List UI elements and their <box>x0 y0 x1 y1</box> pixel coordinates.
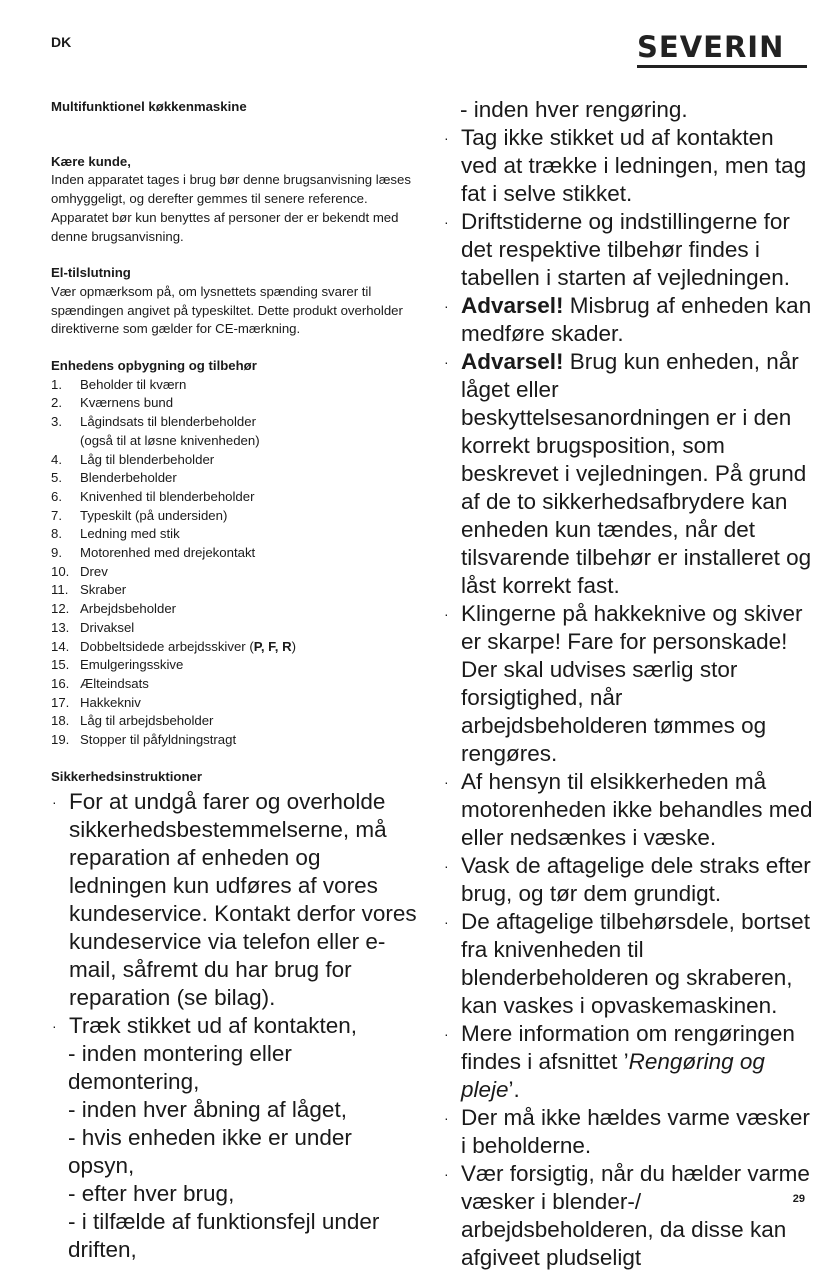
unplug-subitem: - inden montering eller demontering, <box>68 1040 292 1094</box>
safety-bullet-settings: · Driftstiderne og indstillingerne for det respektive tilbehør findes i tabellen i starten af vejledningen. <box>444 209 790 290</box>
list-item: (også til at løsne knivenheden) <box>80 432 260 448</box>
list-item: 18. Låg til arbejdsbeholder <box>51 713 214 729</box>
safety-heading: Sikkerhedsinstruktioner <box>51 768 202 784</box>
safety-bullet-careful: · Vær forsigtig, når du hælder varme væsker i blender-/ arbejdsbeholderen, da disse kan afgiveet pludseligt <box>444 1161 810 1270</box>
list-item: 11. Skraber <box>51 582 127 598</box>
safety-bullet-water: · Af hensyn til elsikkerheden må motorenheden ikke behandles med eller nedsænkes i væske. <box>444 769 813 850</box>
page-number: 29 <box>792 1193 805 1205</box>
list-item: 16. Ælteindsats <box>51 675 149 691</box>
list-item: 8. Ledning med stik <box>51 526 180 542</box>
safety-bullet-warning-lid: · Advarsel! Brug kun enheden, når låget eller beskyttelsesanordningen er i den korrekt brugsposition, som beskrevet i vejledningen. På grund af de to sikkerhedsafbrydere kan enheden kun tændes, når det tilsvarende tilbehør er installeret og låst korrekt fast. <box>444 349 812 598</box>
parts-heading: Enhedens opbygning og tilbehør <box>51 358 257 374</box>
unplug-subitem: - inden hver åbning af låget, <box>68 1096 347 1122</box>
list-item: 14. Dobbeltsidede arbejdsskiver (P, F, R) <box>51 638 297 654</box>
brand-name: SEVERIN <box>637 30 785 64</box>
safety-bullet-repair: · For at undgå farer og overholde sikkerhedsbestemmelserne, må reparation af enheden og ledningen kun udføres af vores kundeservice. Kontakt derfor vores kundeservice via telefon eller e-mail, såfremt du har brug for reparation (se bilag). <box>52 788 417 1010</box>
safety-bullet-hot-liquids: · Der må ikke hældes varme væsker i beholderne. <box>444 1105 810 1158</box>
list-item: 9. Motorenhed med drejekontakt <box>51 545 256 561</box>
severin-logo <box>637 30 807 68</box>
list-item: 1. Beholder til kværn <box>51 376 187 392</box>
safety-bullet-cleaning: · Mere information om rengøringen findes i afsnittet ’Rengøring og pleje’. <box>444 1021 795 1102</box>
intro-heading: Kære kunde, <box>51 153 131 169</box>
list-item: 19. Stopper til påfyldningstragt <box>51 732 237 748</box>
list-item: 13. Drivaksel <box>51 619 135 635</box>
list-item: 17. Hakkekniv <box>51 694 141 710</box>
list-item: 12. Arbejdsbeholder <box>51 601 177 617</box>
page-title: Multifunktionel køkkenmaskine <box>51 99 247 114</box>
list-item: 15. Emulgeringsskive <box>51 657 184 673</box>
parts-list <box>51 376 423 750</box>
electrical-heading: El-tilslutning <box>51 265 131 281</box>
unplug-subitem: - i tilfælde af funktionsfejl under driften, <box>68 1208 380 1262</box>
safety-bullet-plug: · Tag ikke stikket ud af kontakten ved at trække i ledningen, men tag fat i selve stikket. <box>444 125 807 206</box>
list-item: 4. Låg til blenderbeholder <box>51 451 215 467</box>
safety-bullet-wash: · Vask de aftagelige dele straks efter brug, og tør dem grundigt. <box>444 853 811 906</box>
unplug-subitem: - efter hver brug, <box>68 1180 235 1206</box>
language-code: DK <box>51 34 72 50</box>
logo-underline <box>637 65 807 68</box>
list-item: 6. Knivenhed til blenderbeholder <box>51 488 255 504</box>
electrical-body: Vær opmærksom på, om lysnettets spænding svarer til spændingen angivet på typeskiltet. Dette produkt overholder direktiverne som gælder for CE-mærkning. <box>51 283 403 337</box>
list-item: 10. Drev <box>51 563 108 579</box>
intro-body: Inden apparatet tages i brug bør denne brugsanvisning læses omhyggeligt, og derefter gemmes til senere reference. Apparatet bør kun benyttes af personer der er bekendt med denne brugsanvisning. <box>51 172 411 244</box>
safety-bullet-warning-misuse: · Advarsel! Misbrug af enheden kan medføre skader. <box>444 293 812 346</box>
right-column <box>443 96 813 1272</box>
unplug-subitem: - inden hver rengøring. <box>460 97 688 122</box>
list-item: 2. Kværnens bund <box>51 395 174 411</box>
safety-bullet-dishwasher: · De aftagelige tilbehørsdele, bortset fra knivenheden til blenderbeholderen og skraberen, kan vaskes i opvaskemaskinen. <box>444 909 810 1018</box>
unplug-subitem: - hvis enheden ikke er under opsyn, <box>68 1124 352 1178</box>
list-item: 3. Lågindsats til blenderbeholder <box>51 414 256 430</box>
safety-bullet-blades: · Klingerne på hakkeknive og skiver er skarpe! Fare for personskade! Der skal udvises særlig stor forsigtighed, når arbejdsbeholderen tømmes og rengøres. <box>444 601 803 766</box>
safety-bullet-unplug: · Træk stikket ud af kontakten, <box>52 1012 358 1038</box>
list-item: 5. Blenderbeholder <box>51 470 177 486</box>
list-item: 7. Typeskilt (på undersiden) <box>51 507 228 523</box>
left-column <box>51 98 423 1264</box>
